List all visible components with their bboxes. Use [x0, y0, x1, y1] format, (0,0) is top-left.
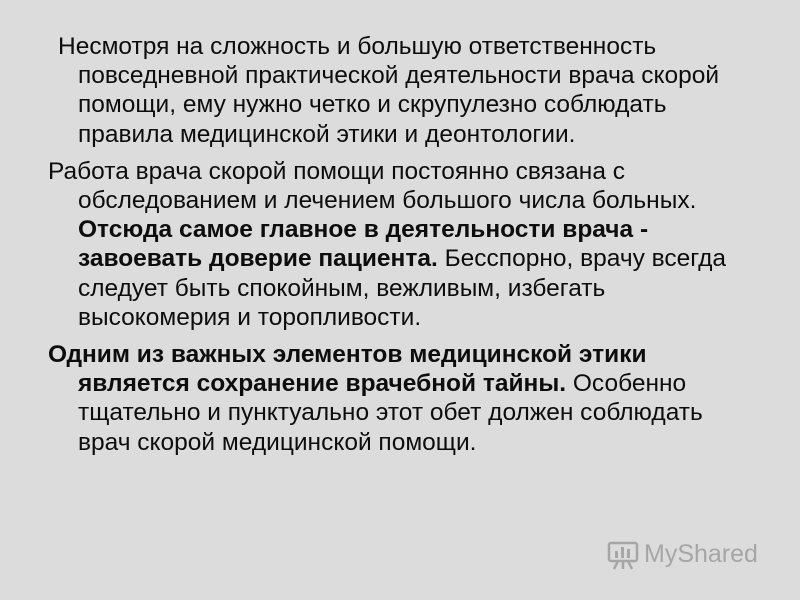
- paragraph-2: [48, 157, 748, 332]
- paragraph-2-text-after: Бесспорно, врачу всегда следует быть спокойным, вежливым, избегать высокомерия и торопливости.: [78, 245, 727, 331]
- paragraph-2-text-before: Работа врача скорой помощи постоянно связана с обследованием и лечением большого числа больных.: [48, 157, 697, 215]
- paragraph-1: [48, 32, 748, 149]
- paragraph-1-text: Несмотря на сложность и большую ответственность повседневной практической деятельности врача скорой помощи, ему нужно четко и скрупулезно соблюдать правила медицинской этики и деонтологии.: [58, 33, 720, 148]
- myshared-logo-text: MyShared: [644, 539, 758, 568]
- paragraph-2-bold-text: Отсюда самое главное в деятельности врача - завоевать доверие пациента.: [78, 216, 649, 273]
- slide-text-body: [48, 32, 748, 465]
- paragraph-3: [48, 340, 748, 457]
- paragraph-3-bold-text: Одним из важных элементов медицинской этики является сохранение врачебной тайны.: [48, 341, 647, 398]
- paragraph-3-text-after: Особенно тщательно и пунктуально этот обет должен соблюдать врач скорой медицинской помощи.: [78, 370, 703, 456]
- myshared-watermark: [606, 534, 766, 574]
- myshared-logo-icon: [606, 537, 640, 571]
